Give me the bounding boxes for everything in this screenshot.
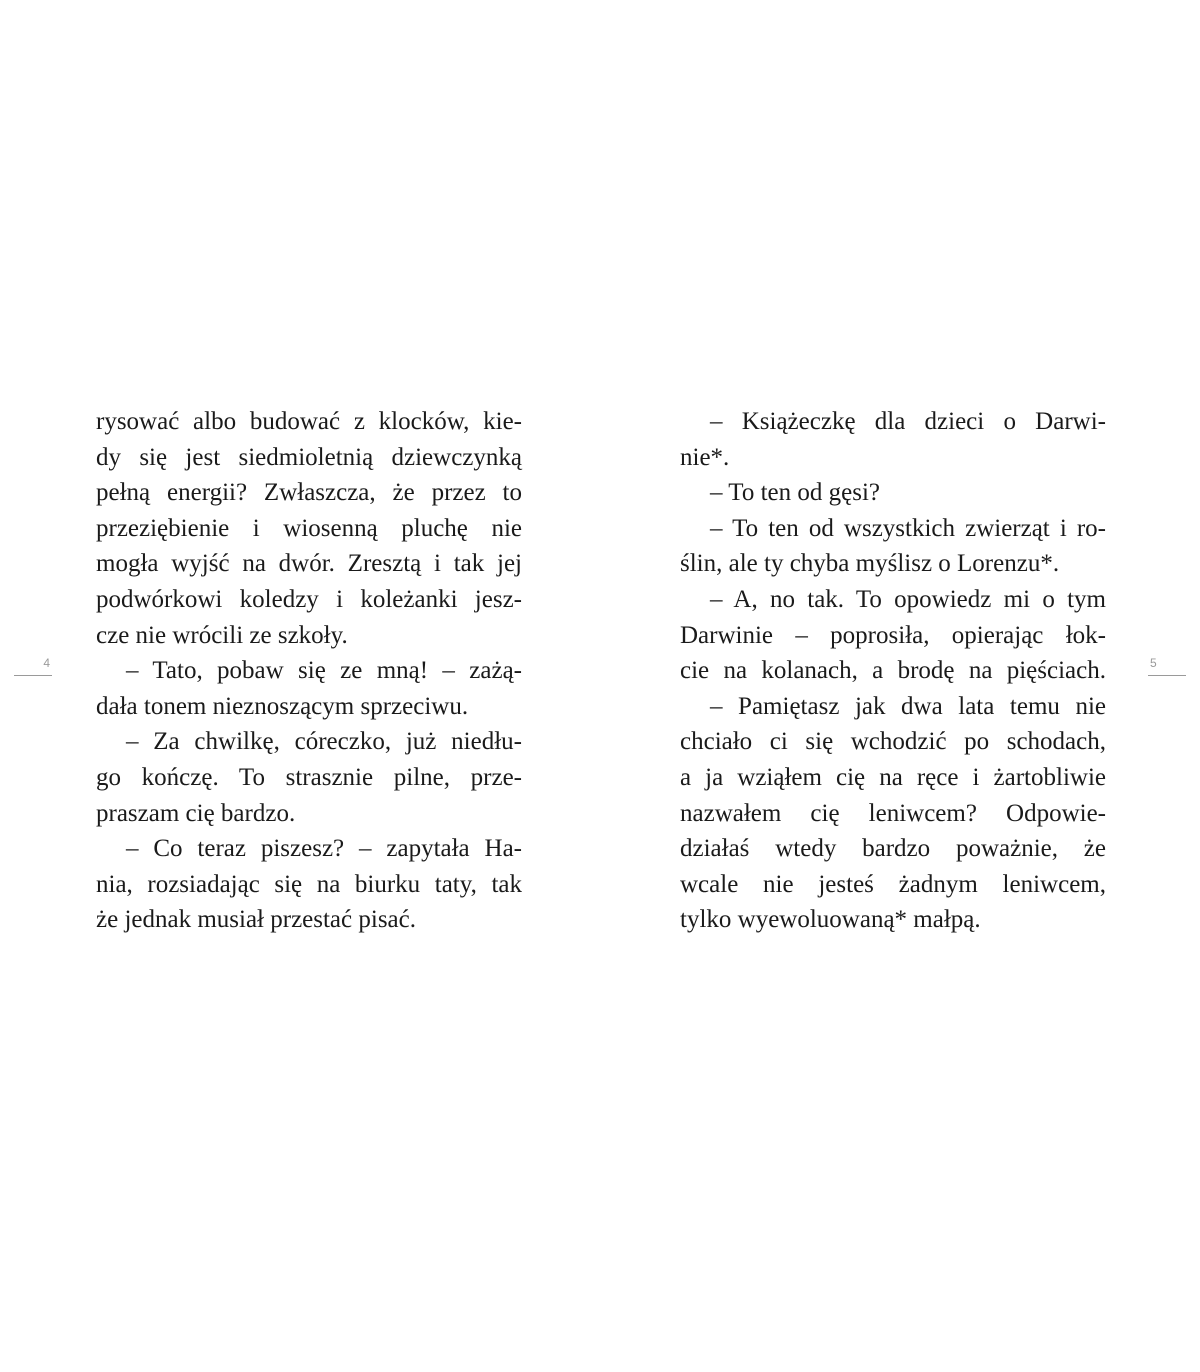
text-line: – Pamiętasz jak dwa lata temu nie	[710, 692, 1106, 720]
text-line: pełną energii? Zwłaszcza, że przez to	[96, 479, 522, 507]
text-line: cze nie wrócili ze szkoły.	[96, 621, 348, 649]
text-line: – To ten od gęsi?	[710, 479, 880, 507]
text-line: nia, rozsiadając się na biurku taty, tak	[96, 870, 522, 898]
text-line: Darwinie – poprosiła, opierając łok-	[680, 621, 1106, 649]
text-line: działaś wtedy bardzo poważnie, że	[680, 835, 1106, 863]
text-line: przeziębienie i wiosenną pluchę nie	[96, 514, 522, 542]
text-line: praszam cię bardzo.	[96, 799, 296, 827]
text-line: cie na kolanach, a brodę na pięściach.	[680, 657, 1106, 685]
text-line: że jednak musiał przestać pisać.	[96, 906, 416, 934]
text-line: mogła wyjść na dwór. Zresztą i tak jej	[96, 550, 522, 578]
text-line: dy się jest siedmioletnią dziewczynką	[96, 443, 522, 471]
right-page-text	[680, 404, 1106, 938]
right-page-number: 5	[1150, 656, 1157, 670]
text-line: – A, no tak. To opowiedz mi o tym	[710, 585, 1106, 613]
text-line: ślin, ale ty chyba myślisz o Lorenzu*.	[680, 550, 1060, 578]
right-folio-rule	[1148, 675, 1186, 676]
text-line: nie*.	[680, 443, 730, 471]
left-page-number: 4	[43, 656, 50, 670]
text-line: tylko wyewoluowaną* małpą.	[680, 906, 981, 934]
text-line: nazwałem cię leniwcem? Odpowie-	[680, 799, 1106, 827]
text-line: – To ten od wszystkich zwierząt i ro-	[710, 514, 1106, 542]
text-line: podwórkowi koledzy i koleżanki jesz-	[96, 585, 522, 613]
text-line: chciało ci się wchodzić po schodach,	[680, 728, 1106, 756]
text-line: – Za chwilkę, córeczko, już niedłu-	[126, 728, 522, 756]
text-line: – Tato, pobaw się ze mną! – zażą-	[126, 657, 522, 685]
left-page-text	[96, 404, 522, 938]
text-line: a ja wziąłem cię na ręce i żartobliwie	[680, 763, 1106, 791]
text-line: rysować albo budować z klocków, kie-	[96, 408, 522, 435]
right-page-folio	[1148, 652, 1186, 676]
text-line: – Co teraz piszesz? – zapytała Ha-	[126, 835, 522, 863]
left-folio-rule	[14, 675, 52, 676]
text-line: go kończę. To strasznie pilne, prze-	[96, 763, 522, 791]
text-line: wcale nie jesteś żadnym leniwcem,	[680, 870, 1106, 898]
text-line: dała tonem nieznoszącym sprzeciwu.	[96, 692, 469, 720]
left-page-folio	[14, 652, 52, 676]
text-line: – Książeczkę dla dzieci o Darwi-	[710, 408, 1106, 435]
